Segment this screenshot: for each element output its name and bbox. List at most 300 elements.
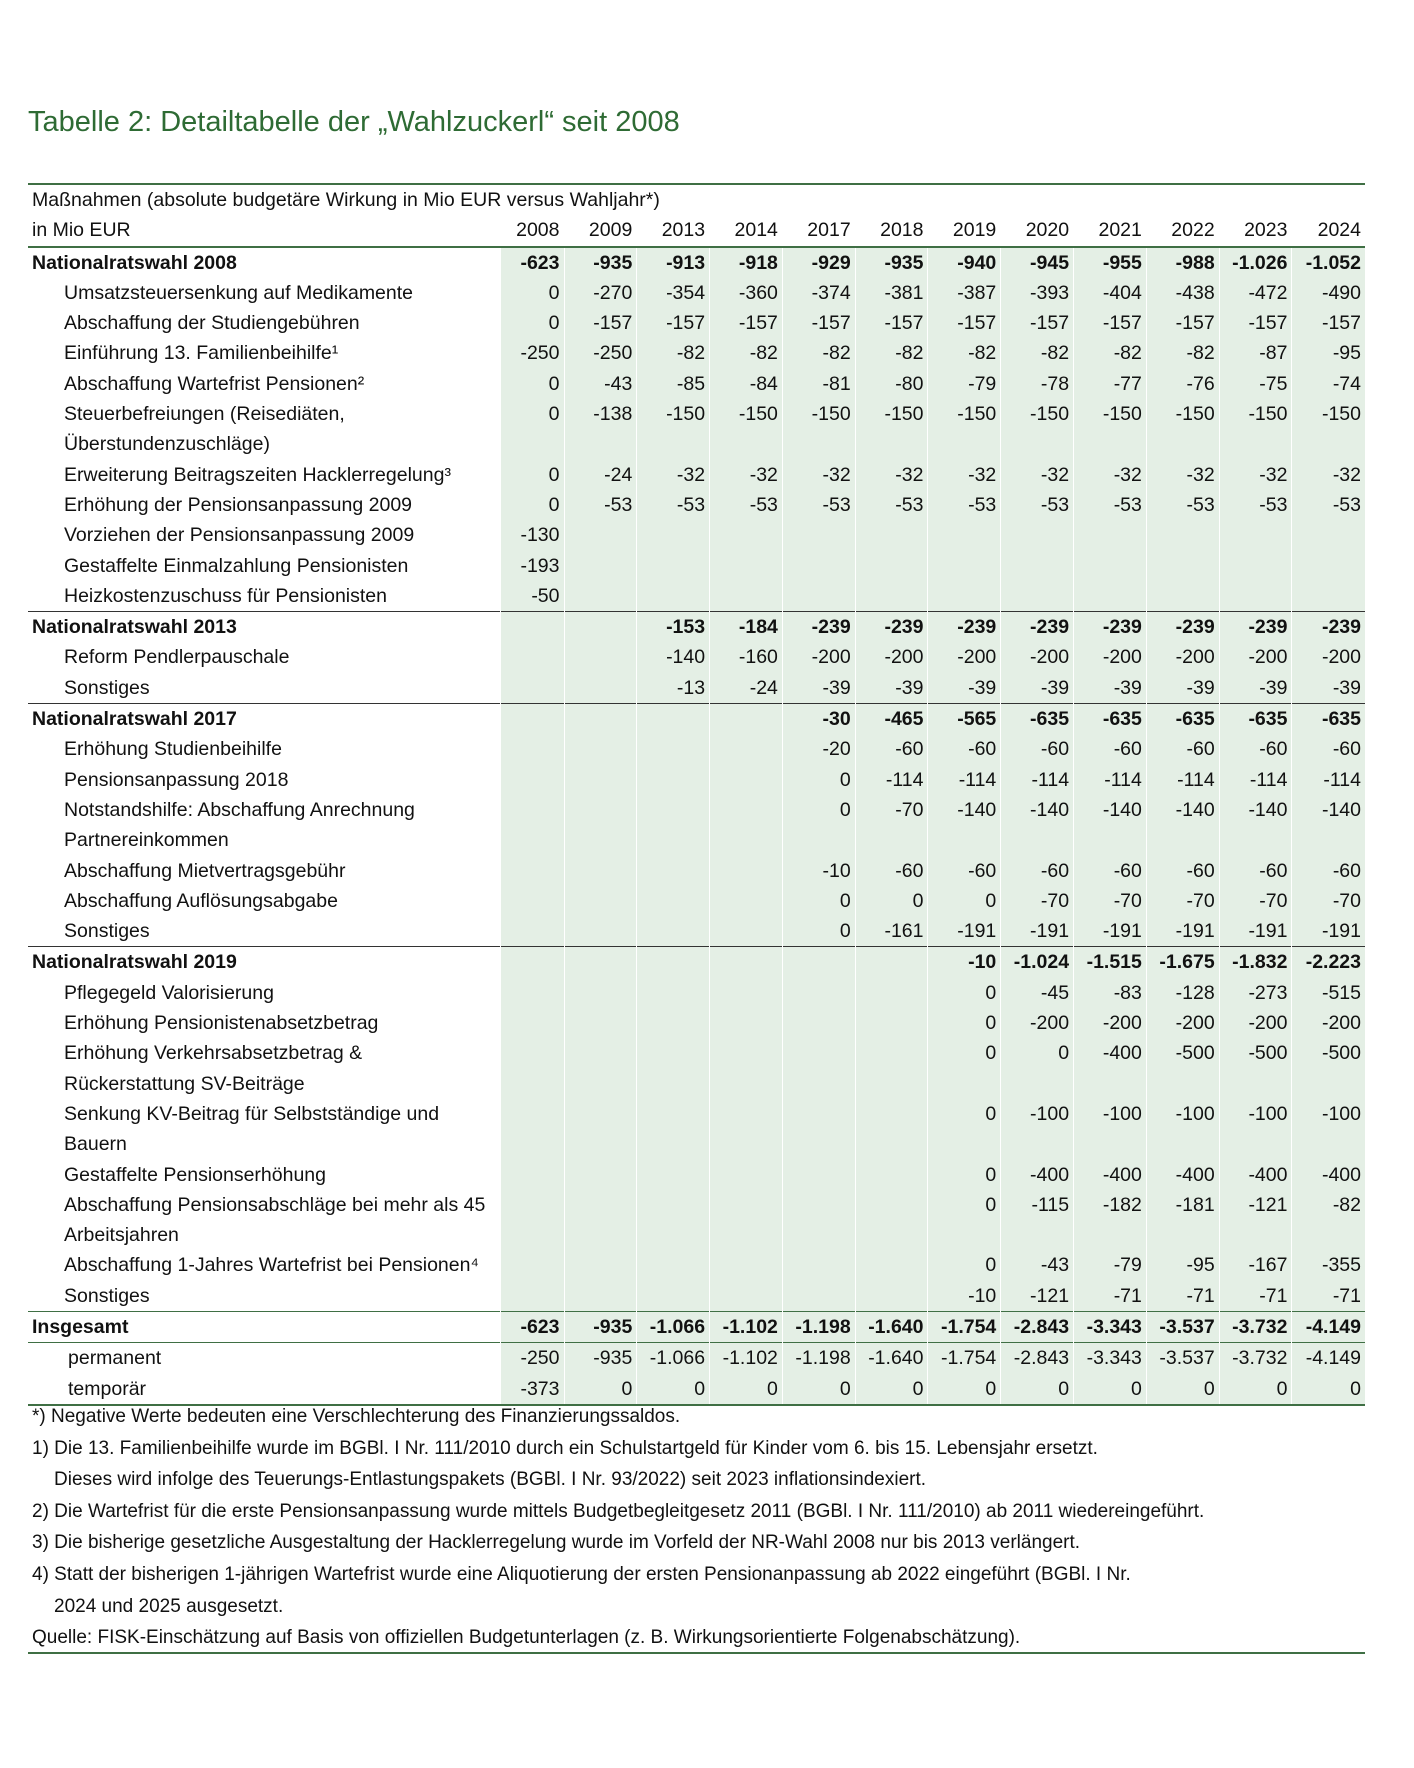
cell-2013 [637, 916, 710, 947]
cell-2023: -3.732 [1219, 1343, 1292, 1374]
cell-2022: -70 [1146, 886, 1219, 916]
cell-2023: -500 [1219, 1038, 1292, 1068]
table-row [28, 399, 1365, 429]
cell-2020: -400 [1001, 1160, 1074, 1190]
cell-2013 [637, 1008, 710, 1038]
footnote: 2024 und 2025 ausgesetzt. [54, 1595, 284, 1617]
cell-2013 [637, 947, 710, 978]
cell-2020: -39 [1001, 673, 1074, 704]
cell-2021: -114 [1074, 765, 1147, 795]
cell-2009 [564, 886, 637, 916]
cell-2014: -82 [710, 338, 783, 368]
cell-2017 [782, 947, 855, 978]
cell-2023: -273 [1219, 978, 1292, 1008]
cell-2024: -2.223 [1292, 947, 1365, 978]
cell-2018: -60 [855, 734, 928, 764]
cell-2013: -153 [637, 612, 710, 643]
cell-2014 [710, 765, 783, 795]
cell-2022: -128 [1146, 978, 1219, 1008]
cell-2022: -60 [1146, 734, 1219, 764]
cell-2013: -1.066 [637, 1343, 710, 1374]
cell-2018: -70 [855, 795, 928, 825]
row-label: Rückerstattung SV-Beiträge [64, 1072, 305, 1095]
table-row [28, 369, 1365, 399]
cell-2014 [710, 734, 783, 764]
table-row [28, 978, 1365, 1008]
cell-2013: 0 [637, 1374, 710, 1405]
table-row [28, 886, 1365, 916]
cell-2013 [637, 1190, 710, 1220]
cell-2022: -150 [1146, 399, 1219, 429]
cell-2022 [1146, 825, 1219, 855]
year-header-2018: 2018 [855, 215, 928, 246]
cell-2023: -1.832 [1219, 947, 1292, 978]
table-row [28, 765, 1365, 795]
cell-2009 [564, 734, 637, 764]
cell-2019 [928, 825, 1001, 855]
cell-2021: -77 [1074, 369, 1147, 399]
cell-2023 [1219, 1220, 1292, 1250]
cell-2017: -150 [782, 399, 855, 429]
cell-2021 [1074, 1220, 1147, 1250]
row-label: Überstundenzuschläge) [64, 433, 270, 456]
cell-2009 [564, 1190, 637, 1220]
row-label: Sonstiges [64, 1284, 150, 1307]
table-row [28, 460, 1365, 490]
cell-2014: 0 [710, 1374, 783, 1405]
group-row [28, 247, 1365, 278]
cell-2020 [1001, 1129, 1074, 1159]
row-label: Notstandshilfe: Abschaffung Anrechnung [64, 798, 415, 821]
cell-2021 [1074, 581, 1147, 612]
cell-2009 [564, 1250, 637, 1280]
cell-2019: -200 [928, 642, 1001, 672]
cell-2013: -53 [637, 490, 710, 520]
continuation-row [28, 429, 1365, 459]
cell-2021: -71 [1074, 1281, 1147, 1312]
cell-2024: -82 [1292, 1190, 1365, 1220]
cell-2017 [782, 1281, 855, 1312]
cell-2014 [710, 978, 783, 1008]
cell-2019: -940 [928, 247, 1001, 278]
cell-2024: -71 [1292, 1281, 1365, 1312]
cell-2021 [1074, 551, 1147, 581]
footnote: Dieses wird infolge des Teuerungs-Entlastungspakets (BGBl. I Nr. 93/2022) seit 2023 inflationsindexiert. [54, 1469, 927, 1491]
cell-2013 [637, 765, 710, 795]
cell-2023: -53 [1219, 490, 1292, 520]
cell-2022: -95 [1146, 1250, 1219, 1280]
cell-2021: -400 [1074, 1038, 1147, 1068]
cell-2017 [782, 1190, 855, 1220]
cell-2023: -635 [1219, 704, 1292, 735]
cell-2009 [564, 520, 637, 550]
cell-2020 [1001, 520, 1074, 550]
cell-2018: 0 [855, 886, 928, 916]
table-row [28, 1038, 1365, 1068]
cell-2017: 0 [782, 795, 855, 825]
row-label: Arbeitsjahren [64, 1224, 179, 1247]
cell-2023: -60 [1219, 734, 1292, 764]
cell-2009: -43 [564, 369, 637, 399]
row-label: Heizkostenzuschuss für Pensionisten [64, 584, 387, 607]
cell-2013: -1.066 [637, 1311, 710, 1342]
cell-2009: -157 [564, 308, 637, 338]
row-label: Nationalratswahl 2019 [28, 947, 501, 978]
cell-2008 [501, 1069, 564, 1099]
cell-2022 [1146, 429, 1219, 459]
table-row [28, 338, 1365, 368]
cell-2009 [564, 704, 637, 735]
cell-2013 [637, 825, 710, 855]
cell-2020: -121 [1001, 1281, 1074, 1312]
cell-2022: -76 [1146, 369, 1219, 399]
year-header-2019: 2019 [928, 215, 1001, 246]
cell-2020 [1001, 429, 1074, 459]
cell-2013 [637, 704, 710, 735]
cell-2014 [710, 1069, 783, 1099]
cell-2020: -200 [1001, 642, 1074, 672]
cell-2014: -1.102 [710, 1343, 783, 1374]
cell-2008: -193 [501, 551, 564, 581]
cell-2014: -360 [710, 278, 783, 308]
cell-2022: -438 [1146, 278, 1219, 308]
cell-2021: -182 [1074, 1190, 1147, 1220]
footnotes [32, 1401, 1372, 1654]
cell-2009 [564, 947, 637, 978]
cell-2009 [564, 673, 637, 704]
cell-2013 [637, 1129, 710, 1159]
cell-2018 [855, 1220, 928, 1250]
cell-2021: -3.343 [1074, 1343, 1147, 1374]
cell-2008 [501, 1250, 564, 1280]
cell-2008 [501, 916, 564, 947]
cell-2024 [1292, 1069, 1365, 1099]
table-row [28, 856, 1365, 886]
cell-2020: -100 [1001, 1099, 1074, 1129]
cell-2022 [1146, 1220, 1219, 1250]
row-label: Einführung 13. Familienbeihilfe¹ [64, 342, 339, 365]
cell-2008 [501, 856, 564, 886]
cell-2020: -140 [1001, 795, 1074, 825]
cell-2008 [501, 825, 564, 855]
cell-2023 [1219, 429, 1292, 459]
cell-2018: -60 [855, 856, 928, 886]
cell-2019: -32 [928, 460, 1001, 490]
cell-2021: -150 [1074, 399, 1147, 429]
cell-2024: -150 [1292, 399, 1365, 429]
cell-2024: -53 [1292, 490, 1365, 520]
cell-2024: -355 [1292, 1250, 1365, 1280]
cell-2009 [564, 978, 637, 1008]
cell-2021: -32 [1074, 460, 1147, 490]
cell-2014 [710, 1160, 783, 1190]
cell-2019: -79 [928, 369, 1001, 399]
row-label: Abschaffung 1-Jahres Wartefrist bei Pensionen⁴ [64, 1254, 479, 1277]
cell-2022: -500 [1146, 1038, 1219, 1068]
row-label: Senkung KV-Beitrag für Selbstständige und [64, 1102, 440, 1125]
cell-2020 [1001, 1069, 1074, 1099]
year-header-2021: 2021 [1074, 215, 1147, 246]
table-row [28, 581, 1365, 612]
cell-2023: -70 [1219, 886, 1292, 916]
cell-2014 [710, 1129, 783, 1159]
cell-2018: -1.640 [855, 1311, 928, 1342]
table-row [28, 490, 1365, 520]
cell-2020: -200 [1001, 1008, 1074, 1038]
cell-2021 [1074, 1069, 1147, 1099]
cell-2020: -2.843 [1001, 1343, 1074, 1374]
cell-2009 [564, 856, 637, 886]
cell-2022: -60 [1146, 856, 1219, 886]
cell-2019: -239 [928, 612, 1001, 643]
row-label: Nationalratswahl 2017 [28, 704, 501, 735]
cell-2021: -39 [1074, 673, 1147, 704]
cell-2017: -929 [782, 247, 855, 278]
cell-2024 [1292, 429, 1365, 459]
cell-2021: -82 [1074, 338, 1147, 368]
row-label: Erhöhung Studienbeihilfe [64, 738, 282, 761]
row-label: Sonstiges [64, 920, 150, 943]
cell-2024: -515 [1292, 978, 1365, 1008]
cell-2019 [928, 581, 1001, 612]
cell-2023: -150 [1219, 399, 1292, 429]
cell-2009 [564, 1281, 637, 1312]
cell-2023: -60 [1219, 856, 1292, 886]
cell-2023: -39 [1219, 673, 1292, 704]
cell-2022: -71 [1146, 1281, 1219, 1312]
cell-2019 [928, 1069, 1001, 1099]
cell-2022: -82 [1146, 338, 1219, 368]
cell-2018: -935 [855, 247, 928, 278]
cell-2021: -955 [1074, 247, 1147, 278]
cell-2017 [782, 1069, 855, 1099]
cell-2019: 0 [928, 1250, 1001, 1280]
cell-2014 [710, 1220, 783, 1250]
cell-2024: -140 [1292, 795, 1365, 825]
cell-2009 [564, 612, 637, 643]
cell-2023: -167 [1219, 1250, 1292, 1280]
cell-2017 [782, 1160, 855, 1190]
cell-2021 [1074, 429, 1147, 459]
cell-2017: 0 [782, 765, 855, 795]
cell-2023 [1219, 1129, 1292, 1159]
cell-2023: -200 [1219, 1008, 1292, 1038]
cell-2023: -121 [1219, 1190, 1292, 1220]
cell-2008: -250 [501, 338, 564, 368]
cell-2017: -200 [782, 642, 855, 672]
cell-2024: -32 [1292, 460, 1365, 490]
group-row [28, 612, 1365, 643]
cell-2020: -191 [1001, 916, 1074, 947]
cell-2021: -200 [1074, 1008, 1147, 1038]
cell-2021: -70 [1074, 886, 1147, 916]
cell-2018 [855, 1190, 928, 1220]
cell-2019: -150 [928, 399, 1001, 429]
cell-2019: 0 [928, 1190, 1001, 1220]
cell-2018: 0 [855, 1374, 928, 1405]
cell-2020: -78 [1001, 369, 1074, 399]
cell-2022: -140 [1146, 795, 1219, 825]
cell-2024 [1292, 551, 1365, 581]
cell-2021: -3.343 [1074, 1311, 1147, 1342]
cell-2018: -114 [855, 765, 928, 795]
cell-2024: -200 [1292, 1008, 1365, 1038]
cell-2013 [637, 795, 710, 825]
cell-2023: -140 [1219, 795, 1292, 825]
cell-2008 [501, 734, 564, 764]
subtotal-row [28, 1343, 1365, 1374]
cell-2019: -1.754 [928, 1343, 1001, 1374]
cell-2013 [637, 520, 710, 550]
table-row [28, 734, 1365, 764]
cell-2013: -150 [637, 399, 710, 429]
cell-2017 [782, 825, 855, 855]
table-row [28, 916, 1365, 947]
cell-2013: -354 [637, 278, 710, 308]
cell-2008: 0 [501, 308, 564, 338]
cell-2022: -191 [1146, 916, 1219, 947]
continuation-row [28, 1220, 1365, 1250]
row-label: Abschaffung Mietvertragsgebühr [64, 859, 346, 882]
row-label: temporär [28, 1374, 501, 1405]
cell-2017 [782, 1099, 855, 1129]
cell-2014 [710, 704, 783, 735]
row-label: Erweiterung Beitragszeiten Hacklerregelung³ [64, 463, 451, 486]
cell-2022: -1.675 [1146, 947, 1219, 978]
cell-2018 [855, 1069, 928, 1099]
cell-2014 [710, 886, 783, 916]
bottom-rule [28, 1652, 1365, 1654]
cell-2014 [710, 795, 783, 825]
cell-2017: -32 [782, 460, 855, 490]
cell-2022: -53 [1146, 490, 1219, 520]
cell-2013: -82 [637, 338, 710, 368]
unit-label: in Mio EUR [28, 215, 501, 246]
group-row [28, 704, 1365, 735]
cell-2020: -945 [1001, 247, 1074, 278]
cell-2017 [782, 429, 855, 459]
cell-2018 [855, 1038, 928, 1068]
cell-2019: -10 [928, 1281, 1001, 1312]
row-label: permanent [28, 1343, 501, 1374]
cell-2021: -1.515 [1074, 947, 1147, 978]
row-label: Erhöhung Pensionistenabsetzbetrag [64, 1012, 379, 1035]
cell-2013 [637, 1099, 710, 1129]
table-row [28, 795, 1365, 825]
cell-2014 [710, 856, 783, 886]
cell-2018 [855, 1008, 928, 1038]
cell-2019: -387 [928, 278, 1001, 308]
row-label: Nationalratswahl 2008 [32, 251, 237, 274]
cell-2021: -191 [1074, 916, 1147, 947]
cell-2019: -140 [928, 795, 1001, 825]
table-row [28, 1281, 1365, 1312]
cell-2024: -60 [1292, 734, 1365, 764]
cell-2009: -935 [564, 247, 637, 278]
cell-2017 [782, 978, 855, 1008]
cell-2014 [710, 551, 783, 581]
cell-2019 [928, 1220, 1001, 1250]
cell-2008 [501, 704, 564, 735]
cell-2020: -239 [1001, 612, 1074, 643]
table-row [28, 642, 1365, 672]
cell-2023: -100 [1219, 1099, 1292, 1129]
cell-2024: -200 [1292, 642, 1365, 672]
cell-2019: 0 [928, 978, 1001, 1008]
cell-2009 [564, 916, 637, 947]
cell-2009 [564, 642, 637, 672]
cell-2008 [501, 642, 564, 672]
cell-2009: -138 [564, 399, 637, 429]
cell-2019: 0 [928, 1038, 1001, 1068]
cell-2019: -191 [928, 916, 1001, 947]
cell-2024: 0 [1292, 1374, 1365, 1405]
cell-2017 [782, 581, 855, 612]
cell-2014 [710, 1008, 783, 1038]
cell-2020: -115 [1001, 1190, 1074, 1220]
cell-2024 [1292, 1129, 1365, 1159]
cell-2009: -935 [564, 1343, 637, 1374]
row-label: Gestaffelte Pensionserhöhung [64, 1163, 326, 1186]
cell-2008 [501, 1038, 564, 1068]
cell-2013 [637, 1250, 710, 1280]
cell-2019 [928, 429, 1001, 459]
cell-2009 [564, 1008, 637, 1038]
cell-2018: -1.640 [855, 1343, 928, 1374]
cell-2021: -239 [1074, 612, 1147, 643]
cell-2020 [1001, 581, 1074, 612]
cell-2018: -150 [855, 399, 928, 429]
cell-2009: -270 [564, 278, 637, 308]
row-label: Pensionsanpassung 2018 [64, 768, 289, 791]
cell-2022: -988 [1146, 247, 1219, 278]
row-label: Abschaffung der Studiengebühren [64, 312, 360, 335]
cell-2022: -32 [1146, 460, 1219, 490]
cell-2023: -200 [1219, 642, 1292, 672]
cell-2014 [710, 1250, 783, 1280]
table-row [28, 1190, 1365, 1220]
cell-2019: -1.754 [928, 1311, 1001, 1342]
cell-2020: -157 [1001, 308, 1074, 338]
cell-2008: 0 [501, 369, 564, 399]
table-row [28, 673, 1365, 704]
cell-2020: -82 [1001, 338, 1074, 368]
year-header-2020: 2020 [1001, 215, 1074, 246]
cell-2019: 0 [928, 886, 1001, 916]
cell-2009 [564, 429, 637, 459]
cell-2020: 0 [1001, 1038, 1074, 1068]
cell-2013 [637, 734, 710, 764]
cell-2022 [1146, 551, 1219, 581]
cell-2017: -20 [782, 734, 855, 764]
cell-2019: 0 [928, 1008, 1001, 1038]
cell-2008 [501, 1008, 564, 1038]
cell-2008 [501, 1129, 564, 1159]
row-label: Erhöhung Verkehrsabsetzbetrag & [64, 1042, 363, 1065]
cell-2020: -1.024 [1001, 947, 1074, 978]
cell-2018: -200 [855, 642, 928, 672]
cell-2008 [501, 978, 564, 1008]
cell-2020: -150 [1001, 399, 1074, 429]
row-label: Bauern [64, 1133, 127, 1156]
cell-2008 [501, 612, 564, 643]
year-header-2014: 2014 [710, 215, 783, 246]
cell-2018 [855, 825, 928, 855]
cell-2013: -913 [637, 247, 710, 278]
cell-2008: 0 [501, 460, 564, 490]
cell-2014 [710, 947, 783, 978]
cell-2014: -157 [710, 308, 783, 338]
